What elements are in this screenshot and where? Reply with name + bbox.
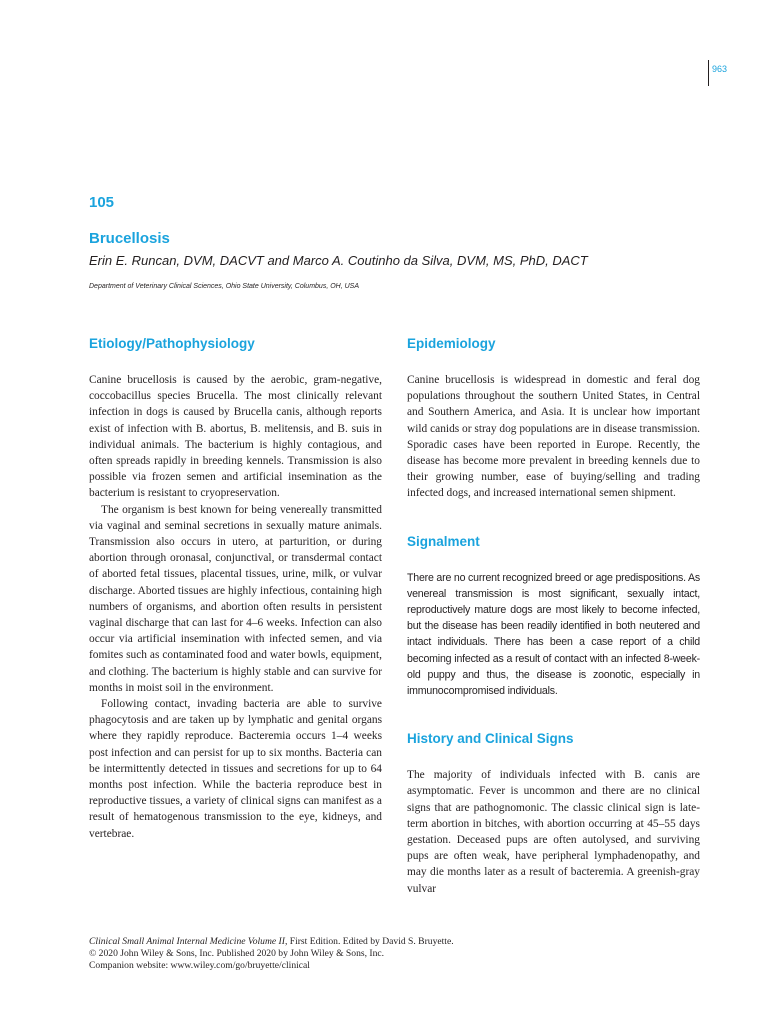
right-column xyxy=(407,334,700,897)
epidemiology-paragraph: Canine brucellosis is widespread in domestic and feral dog populations throughout the southern United States, in Central and Southern America, and Asia. It is unclear how important wild canids or stray dog populations are in disease transmission. Sporadic cases have been reported in Europe. Recently, the disease has become more prevalent in breeding kennels due to their growing number, ease of buying/selling and trading infected dogs, and increased international semen shipment. xyxy=(407,374,700,500)
page-number: 963 xyxy=(712,64,728,74)
authors: Erin E. Runcan, DVM, DACVT and Marco A. Coutinho da Silva, DVM, MS, PhD, DACT xyxy=(89,253,588,268)
etiology-paragraph-2: The organism is best known for being venereally transmitted via vaginal and seminal secretions in sexually mature animals. Transmission also occurs in utero, at parturition, or during abortion through oronasal, conjunctival, or transdermal contact of aborted fetal tissues, placental tissues, urine, milk, or vulvar discharge. Aborted tissues are highly infectious, containing high numbers of organisms, and abortion often results in persistent vaginal discharge that can last for 4–6 weeks. Infection can also occur via artificial insemination with infected semen, and via fomites such as contaminated food and water bowls, equipment, and clothing. The bacterium is highly stable and can survive for months in moist soil in the environment. xyxy=(89,503,382,694)
signalment-paragraph: There are no current recognized breed or age predispositions. As venereal transmission is most significant, sexually intact, reproductively mature dogs are most likely to become infected, but the disease has been readily identified in both neutered and intact individuals. There has been a case report of a child becoming infected as a result of contact with an infected 8-week-old puppy and thus, the disease is zoonotic, especially in immunocompromised individuals. xyxy=(407,571,700,698)
history-paragraph: The majority of individuals infected with B. canis are asymptomatic. Fever is uncommon and there are no clinical signs that are pathognomonic. The classic clinical sign is late-term abortion in bitches, with abortion occurring at 45–55 days gestation. Deceased pups are often autolysed, and surviving pups are often weak, have peripheral lymphadenopathy, and may die months later as a result of bacteremia. A greenish-gray vulvar xyxy=(407,769,700,895)
section-heading-history: History and Clinical Signs xyxy=(407,731,574,747)
chapter-title: Brucellosis xyxy=(89,230,170,247)
footer-book-line xyxy=(89,936,689,948)
footer-book-title: Clinical Small Animal Internal Medicine Volume II xyxy=(89,936,285,947)
section-heading-etiology: Etiology/Pathophysiology xyxy=(89,336,255,351)
left-column xyxy=(89,334,382,842)
etiology-paragraph-3: Following contact, invading bacteria are able to survive phagocytosis and are taken up by lymphatic and genital organs where they rapidly reproduce. Bacteremia occurs 1–4 weeks post infection and can persist for up to six months. Bacteria can be intermittently detected in tissues and secretions for up to 64 months post infection. While the bacteria reproduce best in reproductive tissues, a variety of clinical signs can manifest as a result of hematogenous transmission to the eye, kidneys, and vertebrae. xyxy=(89,698,382,840)
etiology-paragraph-1: Canine brucellosis is caused by the aerobic, gram-negative, coccobacillus species Brucella. The most clinically relevant infection in dogs is caused by Brucella canis, although reports exist of infection with B. abortus, B. melitensis, and B. suis in individual animals. The bacterium is highly contagious, and often spreads rapidly in breeding kennels. Transmission is also possible via frozen semen and artificial insemination as the bacterium is resistant to cryopreservation. xyxy=(89,374,382,500)
section-heading-epidemiology: Epidemiology xyxy=(407,336,496,351)
footer-companion-website: Companion website: www.wiley.com/go/bruyette/clinical xyxy=(89,960,310,971)
chapter-number: 105 xyxy=(89,194,115,211)
page-number-divider xyxy=(708,60,709,86)
affiliation: Department of Veterinary Clinical Sciences, Ohio State University, Columbus, OH, USA xyxy=(89,283,359,290)
section-heading-signalment: Signalment xyxy=(407,533,480,549)
footer-edition: , First Edition. Edited by David S. Bruyette. xyxy=(284,936,454,947)
footer xyxy=(89,936,689,972)
footer-copyright: © 2020 John Wiley & Sons, Inc. Published 2020 by John Wiley & Sons, Inc. xyxy=(89,948,385,959)
